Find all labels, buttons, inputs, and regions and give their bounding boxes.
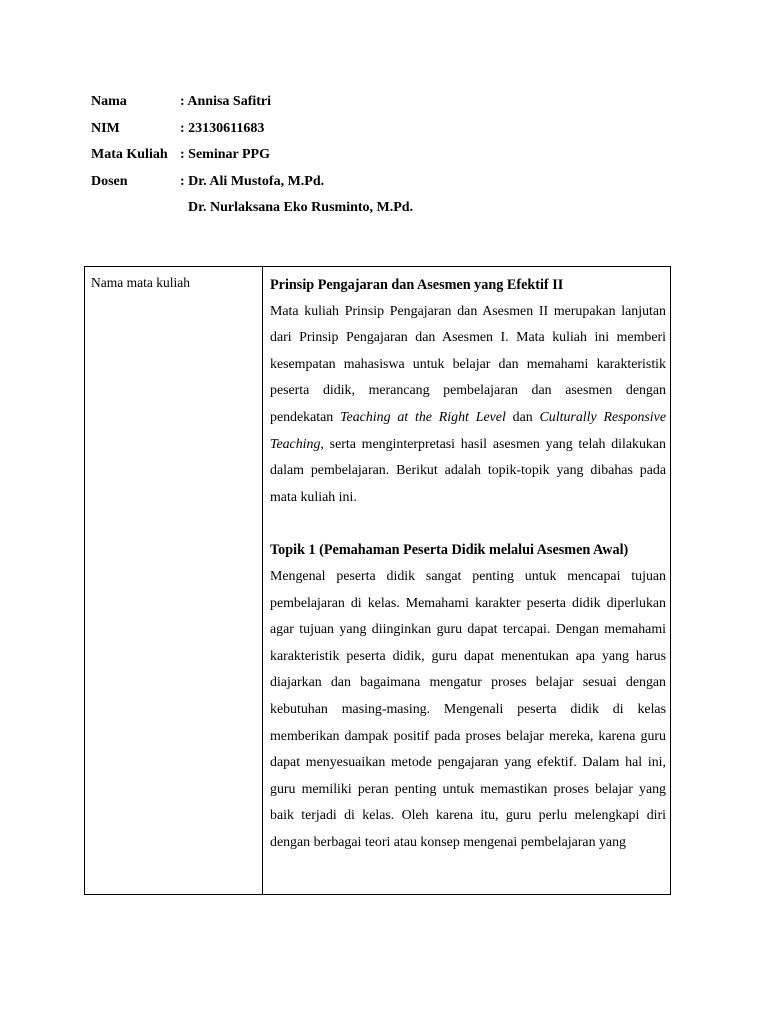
name-value: : Annisa Safitri [180,94,272,109]
lecturer-value-2: Dr. Nurlaksana Eko Rusminto, M.Pd. [188,200,414,215]
course-value: : Seminar PPG [180,147,270,162]
topic-1-paragraph: Mengenal peserta didik sangat penting untuk mencapai tujuan pembelajaran di kelas. Memahami karakter peserta didik diperlukan agar tujuan yang diinginkan guru dapat tercapai. Dengan memahami karakteristik peserta didik, guru dapat menentukan apa yang harus diajarkan dan bagaimana mengatur proses belajar sesuai dengan kebutuhan masing-masing. Mengenali peserta didik di kelas memberikan dampak positif pada proses belajar mereka, karena guru dapat menyesuaikan metode pengajaran yang efektif. Dalam hal ini, guru memiliki peran penting untuk memastikan proses belajar yang baik terjadi di kelas. Oleh karena itu, guru perlu melengkapi diri dengan berbagai teori atau konsep mengenai pembelajaran yang [270,568,666,850]
course-title: Prinsip Pengajaran dan Asesmen yang Efektif II [270,277,564,293]
course-name-label: Nama mata kuliah [91,275,190,290]
course-table [84,266,671,895]
intro-text-2: dan [505,409,540,425]
intro-text-1: Mata kuliah Prinsip Pengajaran dan Asesmen II merupakan lanjutan dari Prinsip Pengajaran dan Asesmen I. Mata kuliah ini memberi kesempatan mahasiswa untuk belajar dan memahami karakteristik peserta didik, merancang pembelajaran dan asesmen dengan pendekatan [270,303,666,425]
lecturer-value-1: : Dr. Ali Mustofa, M.Pd. [180,173,325,189]
intro-italic-2: Culturally Responsive Teaching [270,409,666,452]
nim-label: NIM [91,120,120,136]
lecturer-label: Dosen [91,173,128,189]
table-divider [262,267,263,894]
intro-text-3: , serta menginterpretasi hasil asesmen yang telah dilakukan dalam pembelajaran. Berikut adalah topik-topik yang dibahas pada mata kuliah ini. [270,436,666,505]
course-description-cell [270,272,666,882]
course-label: Mata Kuliah [91,147,168,162]
nim-value: : 23130611683 [180,120,265,136]
intro-italic-1: Teaching at the Right Level [340,409,506,425]
paragraph-gap [270,511,666,537]
topic-1-title: Topik 1 (Pemahaman Peserta Didik melalui Asesmen Awal) [270,542,629,559]
name-label: Nama [91,94,127,109]
course-intro-paragraph [270,299,666,512]
